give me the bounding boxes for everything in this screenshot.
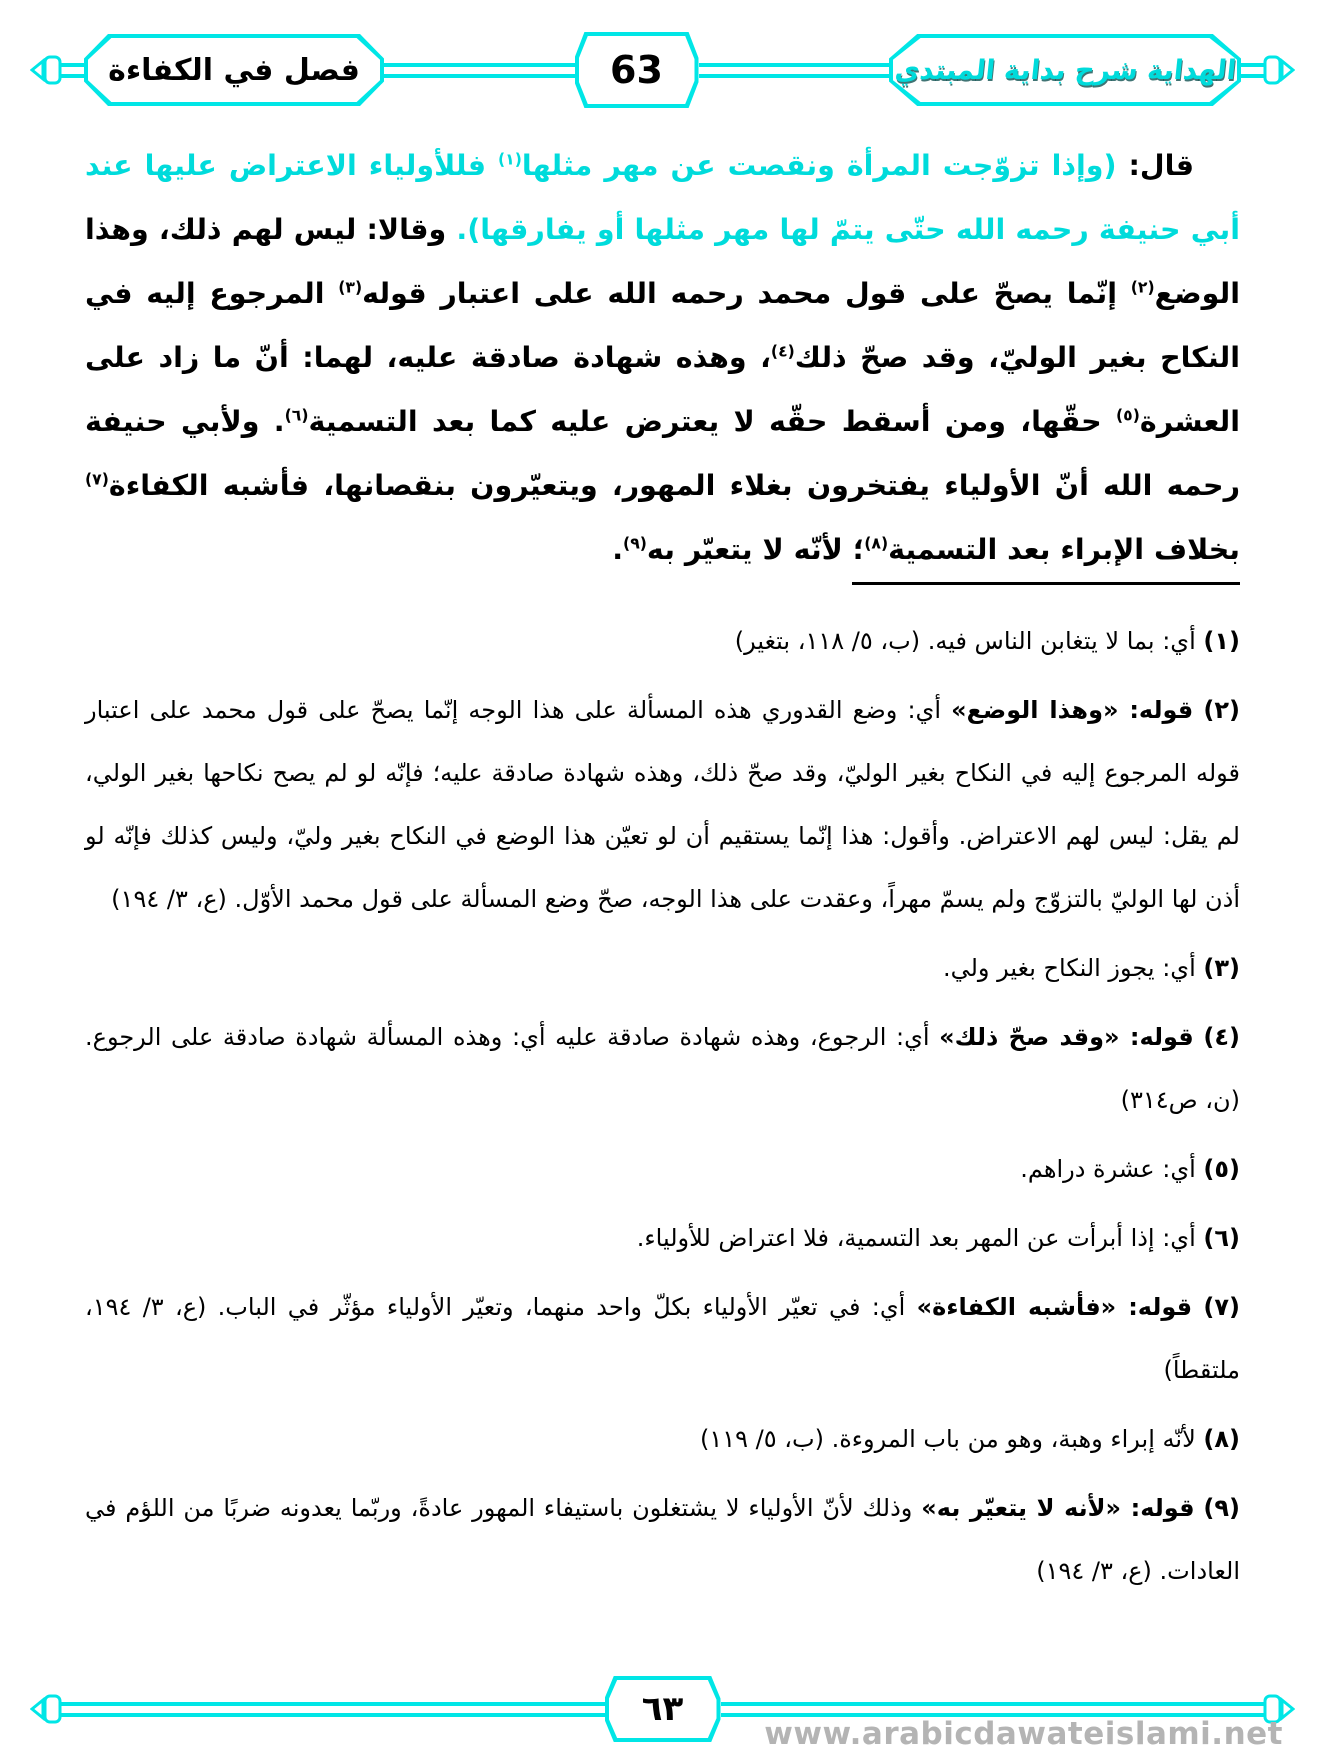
sharh-text: إنّما يصحّ على قول محمد رحمه الله على اعتبار قوله: [362, 277, 1131, 310]
footnote-text: أي: وضع القدوري هذه المسألة على هذا الوجه إنّما يصحّ على قول محمد على اعتبار قوله المرجوع إليه في النكاح بغير الوليّ، وقد صحّ ذلك، وهذه شهادة صادقة عليه؛ فإنّه لو لم يصح نكاحها بغير الولي، لم يقل: ليس لهم الاعتراض. وأقول: هذا إنّما يستقيم أن لو تعيّن هذا الوضع في النكاح بغير وليّ، وليس كذلك فإنّه لو أذن لها الوليّ بالتزوّج ولم يسمّ مهراً، وعقدت على هذا الوجه، صحّ وضع المسألة على قول محمد الأوّل. (ع، ٣/ ١٩٤): [85, 696, 1240, 913]
footnote-ref-7: (٧): [85, 469, 109, 489]
header-ornament-right-icon: [1241, 48, 1295, 92]
footnote-number: (٨): [1203, 1425, 1240, 1453]
footnote-item: [85, 1276, 1240, 1402]
sharh-text: بخلاف الإبراء بعد التسمية: [888, 533, 1240, 566]
page-number: 63: [610, 48, 663, 92]
speaker-word: قال:: [1116, 149, 1194, 182]
footnote-number: (٤): [1203, 1023, 1240, 1051]
footnote-text: أي: يجوز النكاح بغير ولي.: [942, 954, 1196, 982]
sharh-text: . ولأبي حنيفة رحمه الله أنّ الأولياء يفتخرون بغلاء المهور، ويتعيّرون بنقصانها، فأشبه الكفاءة: [85, 405, 1240, 502]
footnote-text: وذلك لأنّ الأولياء لا يشتغلون باستيفاء المهور عادةً، وربّما يعدونه ضربًا من اللؤم في العادات. (ع، ٣/ ١٩٤): [85, 1494, 1240, 1585]
header-rule-right: [699, 63, 890, 78]
footer-page-number: ٦٣: [641, 1689, 684, 1729]
footnote-text: أي: الرجوع، وهذه شهادة صادقة عليه أي: وهذه المسألة شهادة صادقة على الرجوع. (ن، ص٣١٤): [85, 1023, 1240, 1114]
footnote-text: أي: إذا أبرأت عن المهر بعد التسمية، فلا اعتراض للأولياء.: [636, 1224, 1196, 1252]
footnotes-section: [85, 610, 1240, 1609]
footnote-ref-6: (٦): [284, 405, 309, 425]
footer-rule-right: [721, 1702, 1242, 1717]
footer-page-number-medallion: [605, 1676, 721, 1742]
footnote-item: [85, 1408, 1240, 1471]
footnote-text: أي: في تعيّر الأولياء بكلّ واحد منهما، وتعيّر الأولياء مؤثّر في الباب. (ع، ٣/ ١٩٤، ملتقطاً): [85, 1293, 1240, 1384]
footnote-ref-5: (٥): [1116, 405, 1140, 425]
website-watermark: www.arabicdawateislami.net: [764, 1716, 1283, 1752]
footnote-item: [85, 1207, 1240, 1270]
footnote-ref-2: (٢): [1130, 277, 1155, 297]
footnote-number: (٢): [1203, 696, 1240, 724]
sharh-text: .: [612, 533, 624, 566]
footnote-text: أي: بما لا يتغابن الناس فيه. (ب، ٥/ ١١٨، بتغير): [734, 627, 1196, 655]
main-text-paragraph: [85, 134, 1240, 582]
sharh-text: ؛ لأنّه لا يتعيّر به: [646, 533, 865, 566]
chapter-title-cartouche: [84, 34, 384, 106]
footnote-ref-9: (٩): [623, 533, 647, 553]
footnote-number: (٦): [1203, 1224, 1240, 1252]
footnote-ref-3: (٣): [338, 277, 363, 297]
footnote-separator: [852, 582, 1240, 585]
footnote-item: [85, 1477, 1240, 1603]
header-ornament-left-icon: [30, 48, 84, 92]
matn-text: فللأولياء الاعتراض عليها عند أبي حنيفة رحمه الله حتّى يتمّ لها مهر مثلها أو يفارقها).: [85, 149, 1240, 246]
footer-ornament-left-icon: [30, 1687, 84, 1731]
header-rule-left: [384, 63, 575, 78]
sharh-text: المرجوع إليه في النكاح بغير الوليّ، وقد صحّ ذلك: [85, 277, 1240, 374]
footnote-lead: قوله: «وقد صحّ ذلك»: [939, 1023, 1194, 1051]
chapter-title: فصل في الكفاءة: [108, 52, 360, 88]
footnote-text: أي: عشرة دراهم.: [1020, 1155, 1196, 1183]
footnote-ref-1: (١): [498, 149, 522, 169]
footer-rule-left: [84, 1702, 605, 1717]
footnote-item: [85, 937, 1240, 1000]
footnote-item: [85, 679, 1240, 931]
footnote-number: (٥): [1203, 1155, 1240, 1183]
sharh-text: وقالا: ليس لهم ذلك، وهذا الوضع: [85, 213, 1240, 310]
book-title-cartouche: [889, 34, 1241, 106]
footnote-lead: قوله: «وهذا الوضع»: [951, 696, 1194, 724]
footnote-number: (٣): [1203, 954, 1240, 982]
footnote-item: [85, 1138, 1240, 1201]
page-number-cartouche: [575, 32, 699, 108]
matn-text: (وإذا تزوّجت المرأة ونقصت عن مهر مثلها: [521, 149, 1117, 182]
footnote-number: (٩): [1203, 1494, 1241, 1522]
footnote-ref-8: (٨): [864, 533, 889, 553]
sharh-text: حقّها، ومن أسقط حقّه لا يعترض عليه كما بعد التسمية: [308, 405, 1117, 438]
footnote-ref-4: (٤): [770, 341, 795, 361]
sharh-text: ، وهذه شهادة صادقة عليه، لهما: أنّ ما زاد على العشرة: [85, 341, 1241, 438]
footnote-lead: قوله: «لأنه لا يتعيّر به»: [921, 1494, 1195, 1522]
page-header: [30, 28, 1295, 112]
footnote-lead: قوله: «فأشبه الكفاءة»: [916, 1293, 1193, 1321]
footnote-item: [85, 610, 1240, 673]
footnote-text: لأنّه إبراء وهبة، وهو من باب المروءة. (ب، ٥/ ١١٩): [699, 1425, 1196, 1453]
footnote-item: [85, 1006, 1240, 1132]
footnote-number: (١): [1203, 627, 1240, 655]
book-title-calligraphy: الهداية شرح بداية المبتدي: [892, 54, 1238, 86]
footnote-number: (٧): [1203, 1293, 1240, 1321]
